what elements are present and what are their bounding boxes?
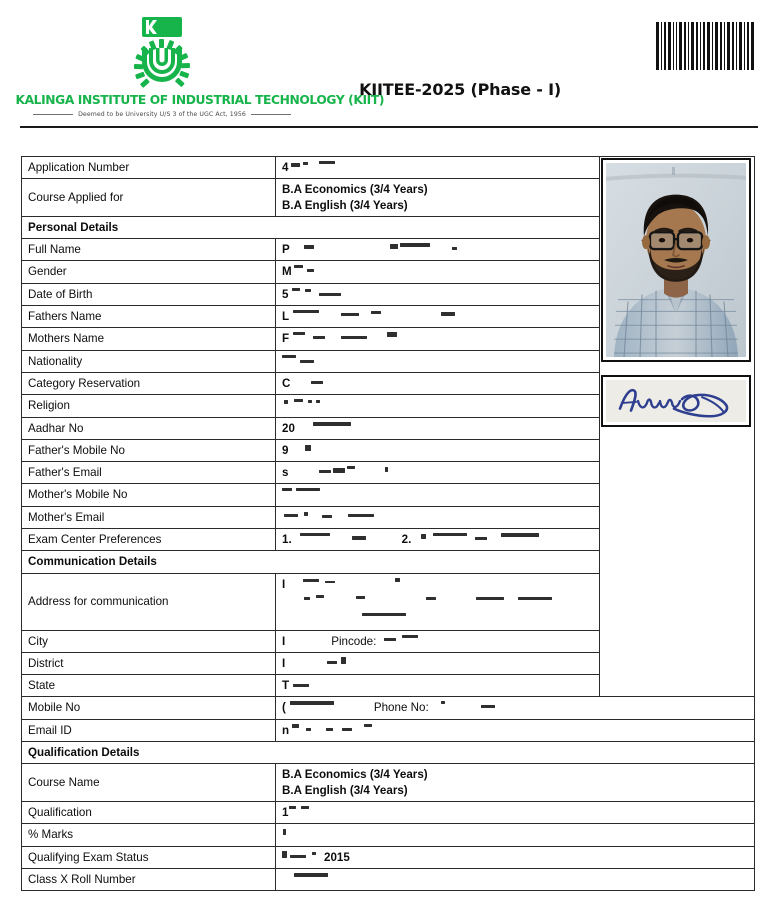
religion-value — [276, 395, 600, 417]
mothers-name-label: Mothers Name — [22, 328, 276, 350]
course-name-label: Course Name — [22, 764, 276, 802]
full-name-value: P — [276, 239, 600, 261]
table-row — [22, 846, 755, 868]
fathers-mobile-value: 9 — [276, 439, 600, 461]
table-row — [22, 630, 755, 652]
tagline-rule-left — [33, 114, 73, 115]
table-row — [22, 764, 755, 802]
exam-center-preferences-label: Exam Center Preferences — [22, 529, 276, 551]
percent-marks-label: % Marks — [22, 824, 276, 846]
percent-marks-value — [276, 824, 755, 846]
application-number-value: 4 — [276, 157, 600, 179]
fathers-email-label: Father's Email — [22, 462, 276, 484]
full-name-label: Full Name — [22, 239, 276, 261]
header-divider — [20, 126, 758, 128]
email-id-label: Email ID — [22, 719, 276, 741]
mothers-mobile-value — [276, 484, 600, 506]
mobile-no-value: ( Phone No: — [276, 697, 755, 719]
course-applied-value: B.A Economics (3/4 Years) B.A English (3/4 Years) — [276, 179, 600, 217]
fathers-mobile-label: Father's Mobile No — [22, 439, 276, 461]
mothers-mobile-label: Mother's Mobile No — [22, 484, 276, 506]
date-of-birth-label: Date of Birth — [22, 283, 276, 305]
state-label: State — [22, 675, 276, 697]
institute-tagline-row — [14, 111, 310, 118]
fathers-name-value: L — [276, 306, 600, 328]
mobile-no-label: Mobile No — [22, 697, 276, 719]
aadhar-no-label: Aadhar No — [22, 417, 276, 439]
table-row-exam-center — [22, 529, 755, 551]
district-value: I — [276, 652, 755, 674]
table-row — [22, 697, 755, 719]
religion-label: Religion — [22, 395, 276, 417]
table-row — [22, 824, 755, 846]
state-value: T — [276, 675, 755, 697]
qualification-label: Qualification — [22, 801, 276, 823]
city-value: I Pincode: — [276, 630, 755, 652]
city-label: City — [22, 630, 276, 652]
section-header-personal-details: Personal Details — [22, 216, 600, 238]
section-row-qualification — [22, 742, 755, 764]
exam-center-preferences-value: 1. 2. — [276, 529, 755, 551]
institute-logo-block — [14, 14, 385, 118]
course-applied-label: Course Applied for — [22, 179, 276, 217]
tagline-rule-right — [251, 114, 291, 115]
fathers-name-label: Fathers Name — [22, 306, 276, 328]
email-id-value: n — [276, 719, 755, 741]
table-row — [22, 675, 755, 697]
institute-name: KALINGA INSTITUTE OF INDUSTRIAL TECHNOLOGY (KIIT) — [15, 92, 385, 107]
page-header — [0, 0, 778, 128]
institute-tagline: Deemed to be University U/S 3 of the UGC Act, 1956 — [78, 111, 246, 118]
qualification-value: 1 — [276, 801, 755, 823]
category-reservation-label: Category Reservation — [22, 372, 276, 394]
table-row — [22, 573, 755, 630]
page-title: KIITEE-2025 (Phase - I) — [359, 80, 561, 99]
category-reservation-value: C — [276, 372, 600, 394]
district-label: District — [22, 652, 276, 674]
address-value: I — [276, 573, 755, 630]
date-of-birth-value: 5 — [276, 283, 600, 305]
mothers-email-value — [276, 506, 600, 528]
qualifying-exam-status-label: Qualifying Exam Status — [22, 846, 276, 868]
course-name-value: B.A Economics (3/4 Years) B.A English (3/4 Years) — [276, 764, 755, 802]
application-number-label: Application Number — [22, 157, 276, 179]
pincode-label: Pincode: — [331, 634, 377, 648]
mothers-name-value: F — [276, 328, 600, 350]
barcode — [654, 22, 758, 70]
table-row — [22, 868, 755, 890]
mothers-email-label: Mother's Email — [22, 506, 276, 528]
section-row-communication — [22, 551, 755, 573]
table-row — [22, 801, 755, 823]
class-x-roll-number-value — [276, 868, 755, 890]
nationality-value — [276, 350, 600, 372]
qualifying-exam-status-value: 2015 — [276, 846, 755, 868]
fathers-email-value: s — [276, 462, 600, 484]
class-x-roll-number-label: Class X Roll Number — [22, 868, 276, 890]
candidate-photograph — [601, 158, 751, 362]
table-row — [22, 652, 755, 674]
gender-label: Gender — [22, 261, 276, 283]
aadhar-no-value: 20 — [276, 417, 600, 439]
address-label: Address for communication — [22, 573, 276, 630]
gender-value: M — [276, 261, 600, 283]
phone-no-label: Phone No: — [373, 701, 429, 715]
kiit-logo-icon — [14, 14, 310, 94]
section-header-communication-details: Communication Details — [22, 551, 755, 573]
table-row — [22, 719, 755, 741]
nationality-label: Nationality — [22, 350, 276, 372]
candidate-signature — [601, 375, 751, 427]
section-header-qualification-details: Qualification Details — [22, 742, 755, 764]
